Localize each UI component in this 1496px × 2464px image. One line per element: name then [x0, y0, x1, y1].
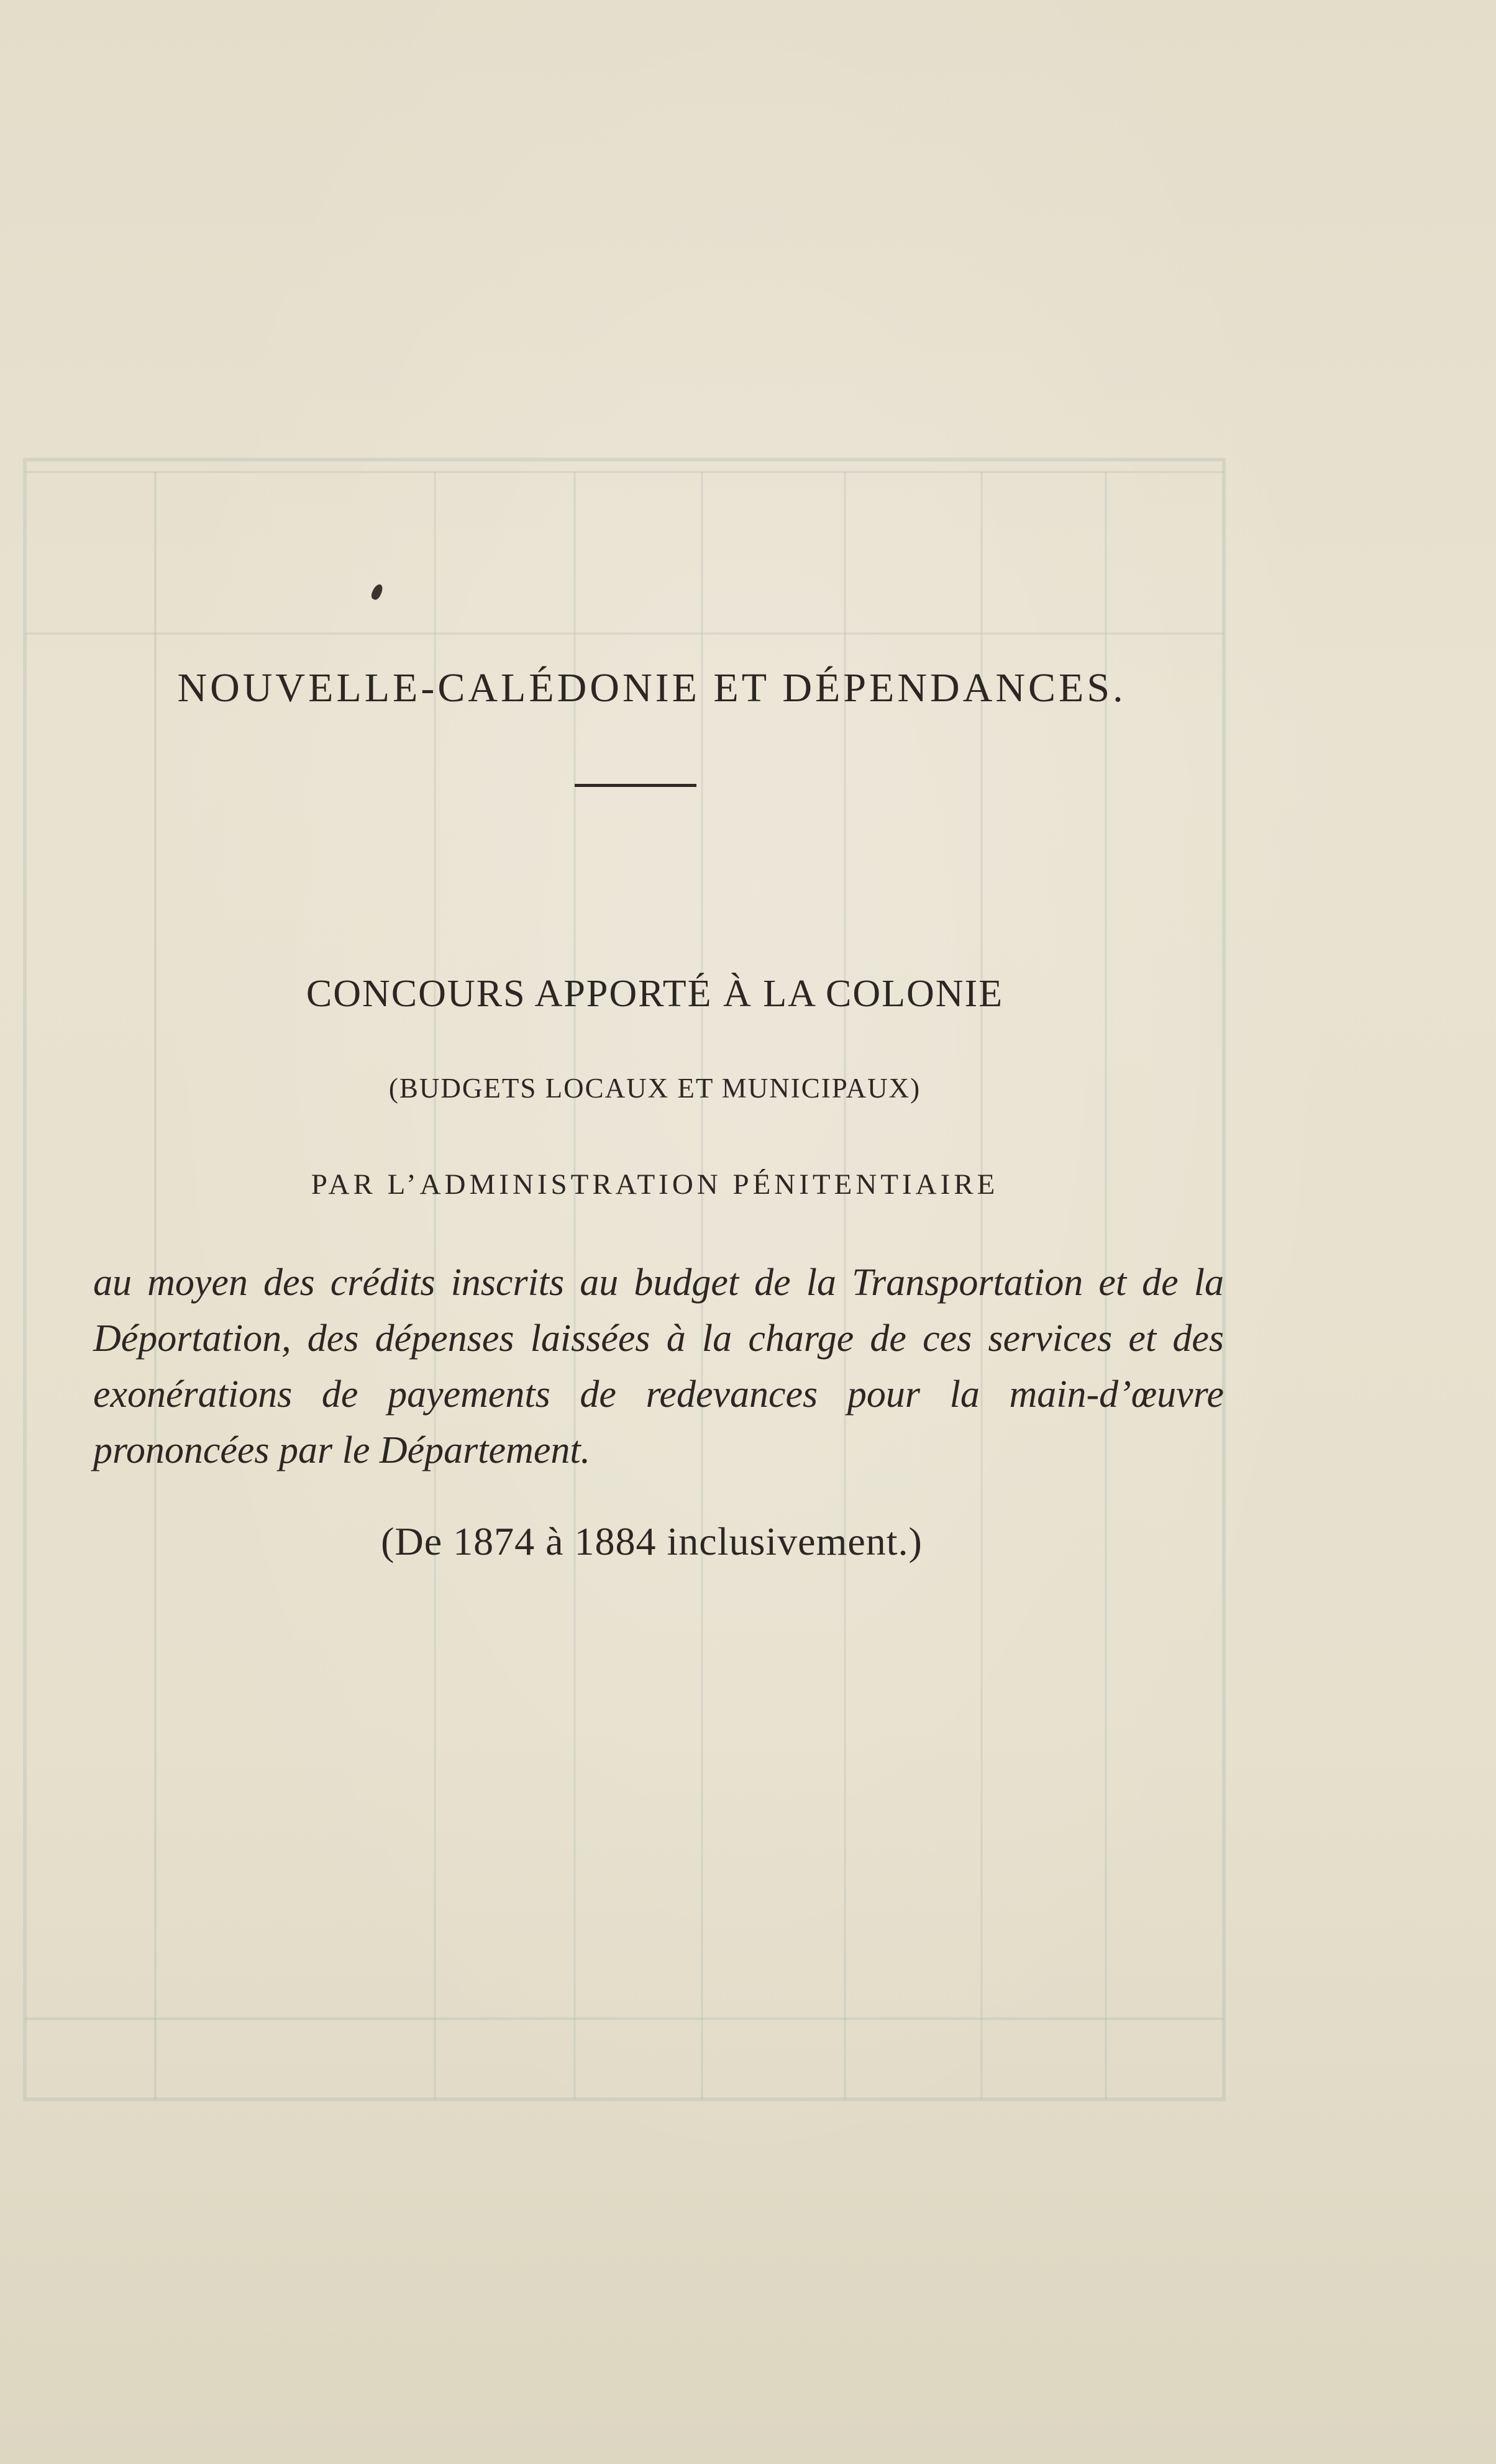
title-divider	[575, 784, 696, 787]
agency-line: PAR L’ADMINISTRATION PÉNITENTIAIRE	[311, 1168, 999, 1201]
section-subheading: (BUDGETS LOCAUX ET MUNICIPAUX)	[388, 1073, 921, 1104]
section-heading: CONCOURS APPORTÉ À LA COLONIE	[306, 973, 1004, 1015]
ink-speck	[370, 583, 385, 601]
date-range: (De 1874 à 1884 inclusivement.)	[381, 1519, 923, 1563]
description-paragraph: au moyen des crédits inscrits au budget de la Transportation et de la Déportation, des dépenses laissées à la charge de ces services et des exonérations de payements de redevances pour la main-d’œuvre prononcées par le Département.	[93, 1262, 1224, 1471]
page-title: NOUVELLE-CALÉDONIE ET DÉPENDANCES.	[177, 665, 1126, 711]
